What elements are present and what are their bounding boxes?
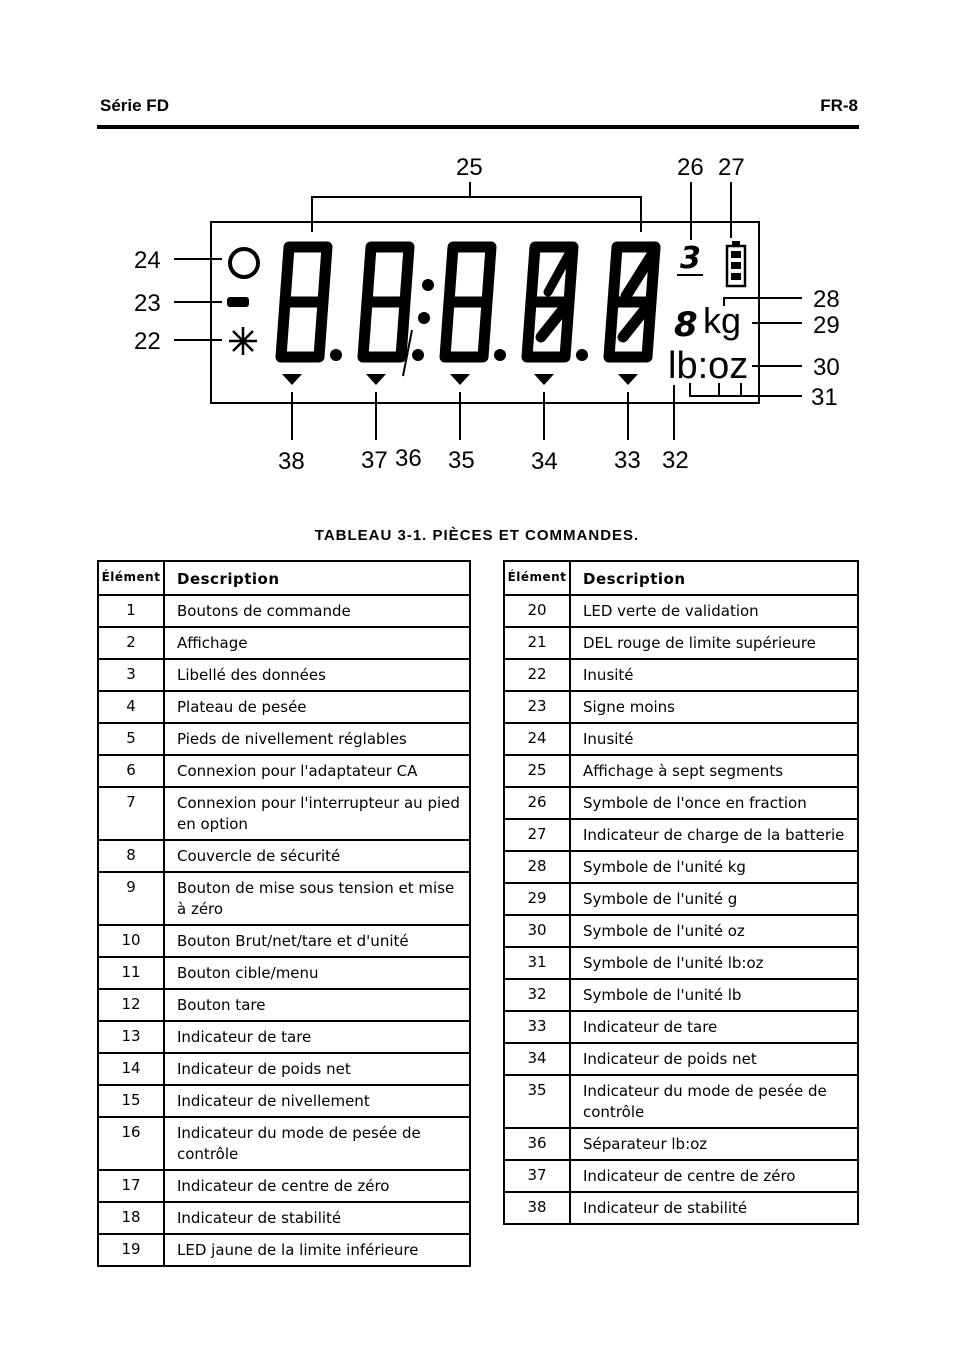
item-description: Indicateur de poids net <box>570 1043 858 1075</box>
item-description: Indicateur de charge de la batterie <box>570 819 858 851</box>
table-row <box>504 1043 858 1075</box>
item-description: Boutons de commande <box>164 595 470 627</box>
item-description: Inusité <box>570 723 858 755</box>
table-row <box>504 627 858 659</box>
table-row <box>504 1192 858 1224</box>
item-description: Indicateur du mode de pesée de contrôle <box>164 1117 470 1170</box>
item-number: 3 <box>98 659 164 691</box>
item-number: 29 <box>504 883 570 915</box>
item-description: Indicateur du mode de pesée de contrôle <box>570 1075 858 1128</box>
item-description: Inusité <box>570 659 858 691</box>
item-number: 18 <box>98 1202 164 1234</box>
minus-sign-indicator <box>227 297 249 307</box>
table-row <box>504 1160 858 1192</box>
item-number: 8 <box>98 840 164 872</box>
callout-29: 29 <box>813 312 840 339</box>
item-number: 27 <box>504 819 570 851</box>
item-description: LED jaune de la limite inférieure <box>164 1234 470 1266</box>
parts-table-left <box>97 560 471 1267</box>
item-description: Symbole de l'unité oz <box>570 915 858 947</box>
table-row <box>504 691 858 723</box>
item-number: 4 <box>98 691 164 723</box>
table-row <box>504 723 858 755</box>
table-row <box>504 595 858 627</box>
table-row <box>504 1075 858 1128</box>
table-row <box>98 595 470 627</box>
callout-36: 36 <box>395 445 422 472</box>
callout-23: 23 <box>134 290 161 317</box>
table-row <box>98 1085 470 1117</box>
table-row <box>504 915 858 947</box>
parts-table-right <box>503 560 859 1225</box>
item-description: Plateau de pesée <box>164 691 470 723</box>
item-number: 25 <box>504 755 570 787</box>
small-segment-digit: 8 <box>674 305 698 345</box>
table-row <box>504 787 858 819</box>
page-number: FR-8 <box>820 96 858 115</box>
item-description: Connexion pour l'adaptateur CA <box>164 755 470 787</box>
seven-segment-digits <box>281 247 655 357</box>
table-row <box>98 787 470 840</box>
item-description: Libellé des données <box>164 659 470 691</box>
table-title: TABLEAU 3-1. PIÈCES ET COMMANDES. <box>314 527 640 544</box>
item-number: 37 <box>504 1160 570 1192</box>
item-number: 31 <box>504 947 570 979</box>
item-number: 24 <box>504 723 570 755</box>
table-row <box>98 723 470 755</box>
item-number: 17 <box>98 1170 164 1202</box>
item-description: Symbole de l'unité g <box>570 883 858 915</box>
table-row <box>98 691 470 723</box>
item-number: 30 <box>504 915 570 947</box>
item-description: Indicateur de poids net <box>164 1053 470 1085</box>
item-description: Indicateur de stabilité <box>570 1192 858 1224</box>
item-number: 15 <box>98 1085 164 1117</box>
item-description: Bouton de mise sous tension et mise à zéro <box>164 872 470 925</box>
digit-group-bracket <box>312 197 641 232</box>
item-description: Indicateur de tare <box>570 1011 858 1043</box>
asterisk-indicator <box>229 327 257 355</box>
item-number: 11 <box>98 957 164 989</box>
item-number: 34 <box>504 1043 570 1075</box>
table-row <box>98 925 470 957</box>
item-number: 23 <box>504 691 570 723</box>
unit-kg-label: kg <box>703 300 742 341</box>
item-description: Indicateur de stabilité <box>164 1202 470 1234</box>
table-row <box>98 1202 470 1234</box>
table-row <box>504 979 858 1011</box>
column-header-description: Description <box>570 561 858 595</box>
item-number: 19 <box>98 1234 164 1266</box>
table-row <box>504 1011 858 1043</box>
table-row <box>504 947 858 979</box>
item-number: 13 <box>98 1021 164 1053</box>
item-number: 9 <box>98 872 164 925</box>
item-description: Pieds de nivellement réglables <box>164 723 470 755</box>
fraction-digit: 3 <box>680 241 701 276</box>
item-number: 7 <box>98 787 164 840</box>
item-description: Bouton tare <box>164 989 470 1021</box>
column-header-description: Description <box>164 561 470 595</box>
lcd-display-diagram <box>0 140 954 480</box>
table-row <box>98 989 470 1021</box>
callout-25: 25 <box>456 154 483 181</box>
item-description: DEL rouge de limite supérieure <box>570 627 858 659</box>
callout-35: 35 <box>448 447 475 474</box>
item-number: 6 <box>98 755 164 787</box>
item-description: Séparateur lb:oz <box>570 1128 858 1160</box>
item-number: 35 <box>504 1075 570 1128</box>
annunciator-triangles <box>282 374 638 385</box>
table-row <box>98 872 470 925</box>
unused-circle-indicator <box>230 249 258 277</box>
table-row <box>98 840 470 872</box>
header-divider <box>97 125 859 129</box>
table-row <box>98 957 470 989</box>
item-description: Symbole de l'unité lb:oz <box>570 947 858 979</box>
item-number: 14 <box>98 1053 164 1085</box>
item-description: Indicateur de centre de zéro <box>164 1170 470 1202</box>
table-row <box>504 659 858 691</box>
item-number: 32 <box>504 979 570 1011</box>
item-description: Symbole de l'unité kg <box>570 851 858 883</box>
callout-33: 33 <box>614 447 641 474</box>
item-number: 5 <box>98 723 164 755</box>
item-number: 16 <box>98 1117 164 1170</box>
item-description: Indicateur de centre de zéro <box>570 1160 858 1192</box>
callout-32: 32 <box>662 447 689 474</box>
item-description: Symbole de l'once en fraction <box>570 787 858 819</box>
item-number: 26 <box>504 787 570 819</box>
item-description: Bouton cible/menu <box>164 957 470 989</box>
item-description: Connexion pour l'interrupteur au pied en option <box>164 787 470 840</box>
item-number: 2 <box>98 627 164 659</box>
battery-icon <box>727 241 745 286</box>
table-row <box>504 883 858 915</box>
callout-28: 28 <box>813 286 840 313</box>
table-row <box>98 627 470 659</box>
item-description: Affichage à sept segments <box>570 755 858 787</box>
callout-24: 24 <box>134 247 161 274</box>
callout-34: 34 <box>531 448 558 475</box>
item-description: Indicateur de nivellement <box>164 1085 470 1117</box>
item-description: Couvercle de sécurité <box>164 840 470 872</box>
item-number: 20 <box>504 595 570 627</box>
item-number: 28 <box>504 851 570 883</box>
callout-27: 27 <box>718 154 745 181</box>
table-row <box>504 851 858 883</box>
document-series-title: Série FD <box>100 96 169 115</box>
item-number: 12 <box>98 989 164 1021</box>
item-number: 33 <box>504 1011 570 1043</box>
table-row <box>504 1128 858 1160</box>
item-number: 22 <box>504 659 570 691</box>
callout-26: 26 <box>677 154 704 181</box>
item-description: Affichage <box>164 627 470 659</box>
unit-lboz-label: lb:oz <box>668 345 749 387</box>
callout-38: 38 <box>278 448 305 475</box>
item-number: 1 <box>98 595 164 627</box>
item-description: LED verte de validation <box>570 595 858 627</box>
callout-37: 37 <box>361 447 388 474</box>
callout-22: 22 <box>134 328 161 355</box>
table-row <box>504 755 858 787</box>
item-number: 36 <box>504 1128 570 1160</box>
item-description: Indicateur de tare <box>164 1021 470 1053</box>
item-number: 10 <box>98 925 164 957</box>
table-row <box>98 755 470 787</box>
item-number: 21 <box>504 627 570 659</box>
item-description: Symbole de l'unité lb <box>570 979 858 1011</box>
table-row <box>98 1053 470 1085</box>
table-row <box>98 1021 470 1053</box>
column-header-item: Élément <box>504 561 570 595</box>
table-row <box>504 819 858 851</box>
table-row <box>98 1117 470 1170</box>
callout-30: 30 <box>813 354 840 381</box>
callout-31: 31 <box>811 384 838 411</box>
item-number: 38 <box>504 1192 570 1224</box>
item-description: Bouton Brut/net/tare et d'unité <box>164 925 470 957</box>
column-header-item: Élément <box>98 561 164 595</box>
table-row <box>98 1170 470 1202</box>
table-row <box>98 1234 470 1266</box>
table-row <box>98 659 470 691</box>
item-description: Signe moins <box>570 691 858 723</box>
